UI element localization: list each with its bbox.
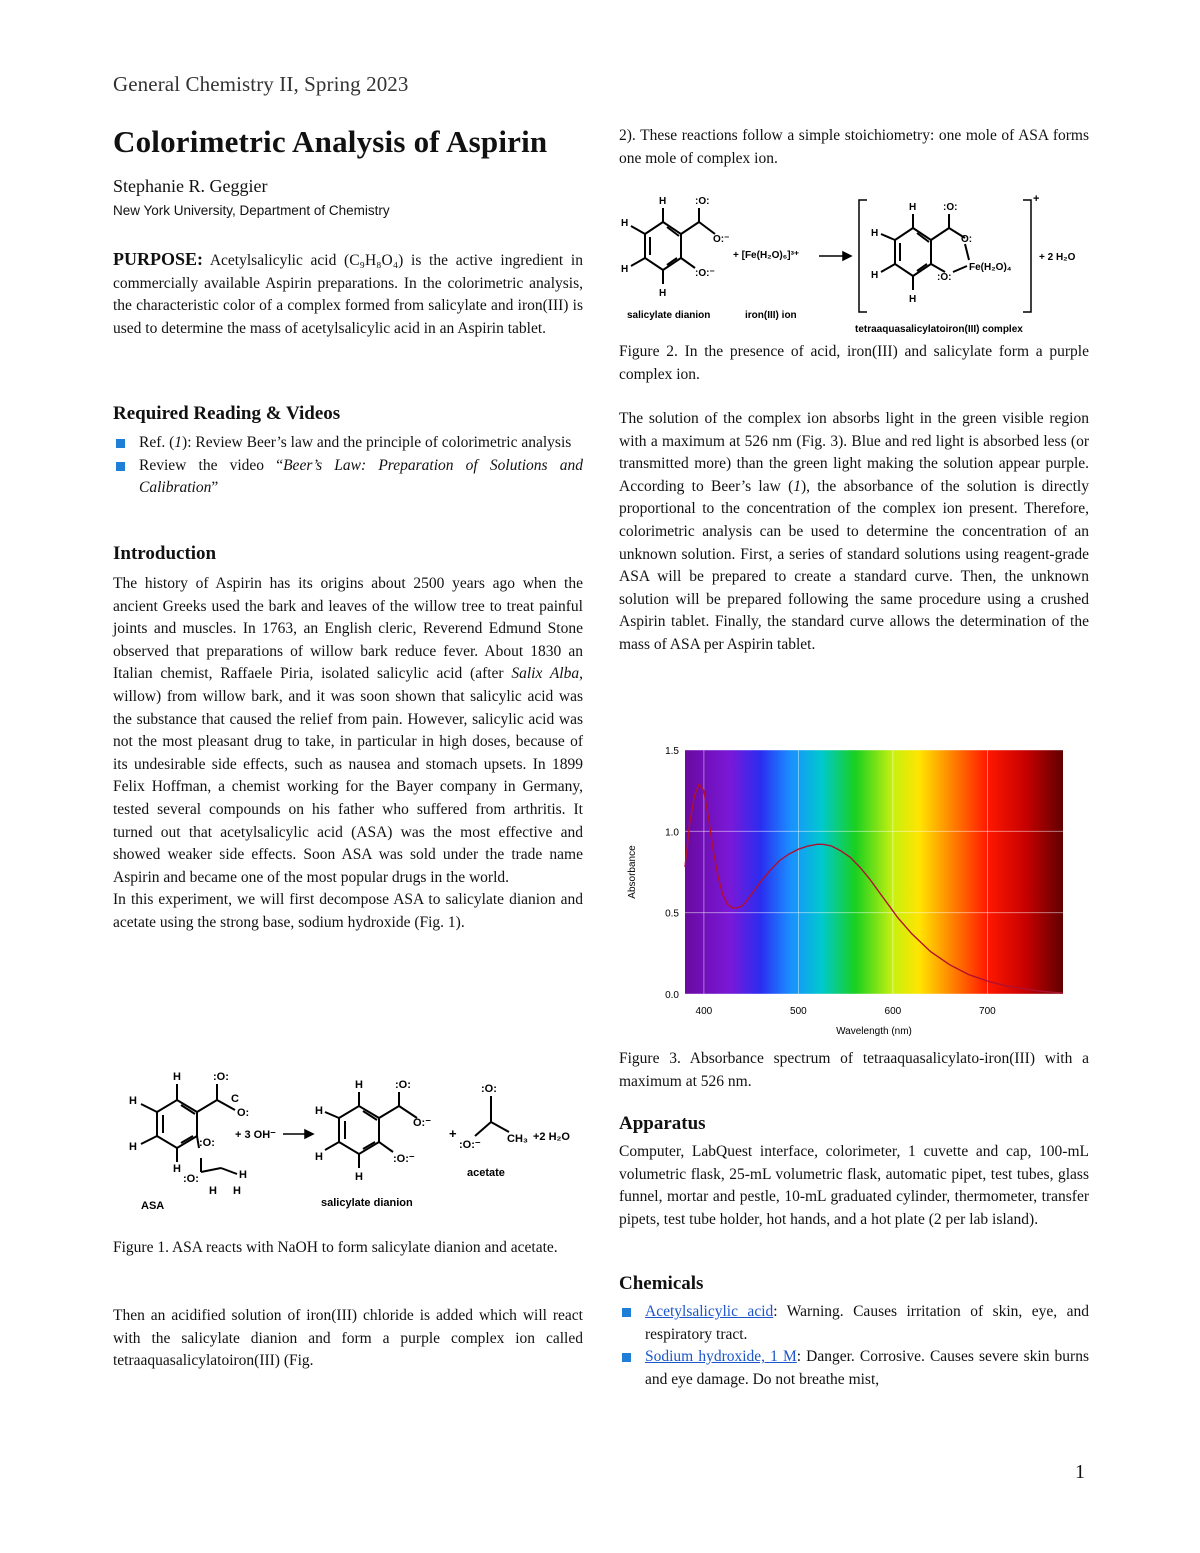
bullet-square-icon bbox=[622, 1353, 631, 1362]
page-number: 1 bbox=[1075, 1461, 1085, 1483]
svg-text:H: H bbox=[239, 1169, 247, 1181]
svg-text:H: H bbox=[233, 1185, 241, 1197]
introduction-heading: Introduction bbox=[113, 543, 217, 564]
reaction-arrow-icon bbox=[819, 252, 851, 260]
svg-text:H: H bbox=[871, 228, 879, 239]
svg-text:H: H bbox=[871, 270, 879, 281]
y-tick-label: 0.0 bbox=[665, 990, 679, 1001]
svg-text::O:: :O: bbox=[199, 1137, 215, 1149]
svg-text::O:⁻: :O:⁻ bbox=[695, 268, 715, 279]
svg-text:H: H bbox=[659, 196, 667, 207]
figure-1-reaction-scheme bbox=[113, 1066, 583, 1216]
svg-text::O:: :O: bbox=[183, 1173, 199, 1185]
svg-text::O:: :O: bbox=[213, 1071, 229, 1083]
figure-2-caption: Figure 2. In the presence of acid, iron(III) and salicylate form a purple complex ion. bbox=[619, 343, 1089, 383]
y-tick-label: 0.5 bbox=[665, 908, 679, 920]
bullet-square-icon bbox=[116, 462, 125, 471]
fe-group-label: Fe(H₂O)₄ bbox=[969, 262, 1012, 273]
bullet-square-icon bbox=[116, 439, 125, 448]
x-tick-label: 600 bbox=[884, 1006, 902, 1017]
asa-atoms bbox=[129, 1071, 249, 1197]
svg-text::O:: :O: bbox=[695, 196, 710, 207]
complex-label: tetraaquasalicylatoiron(III) complex bbox=[855, 324, 1023, 335]
svg-text::O:: :O: bbox=[481, 1083, 497, 1095]
x-axis-label: Wavelength (nm) bbox=[836, 1026, 912, 1037]
svg-text:H: H bbox=[621, 218, 629, 229]
svg-text:H: H bbox=[173, 1163, 181, 1175]
apparatus-paragraph: Computer, LabQuest interface, colorimeter, 1 cuvette and cap, 100-mL volumetric flask, 25-mL volumetric flask, automatic pipet, test tubes, glass funnel, mortar and pestle, 10-mL graduated cylinder, thermometer, transfer pipets, test tube holder, hot hands, and a hot plate (2 per lab island). bbox=[619, 1143, 1089, 1228]
author-affiliation: New York University, Department of Chemistry bbox=[113, 203, 390, 218]
y-axis-label: Absorbance bbox=[627, 845, 638, 899]
water-label: +2 H₂O bbox=[533, 1131, 570, 1143]
required-list bbox=[113, 432, 583, 500]
bullet-square-icon bbox=[622, 1308, 631, 1317]
acetylsalicylic-acid-link[interactable]: Acetylsalicylic acid bbox=[645, 1303, 774, 1320]
list-item: Review the video “Beer’s Law: Preparation of Solutions and Calibration” bbox=[113, 455, 583, 500]
reagent-label: + 3 OH⁻ bbox=[235, 1129, 276, 1141]
author-name: Stephanie R. Geggier bbox=[113, 176, 268, 196]
svg-text:O:: O: bbox=[961, 234, 973, 245]
purpose-paragraph bbox=[113, 248, 583, 340]
svg-text:H: H bbox=[355, 1171, 363, 1183]
svg-text:C: C bbox=[231, 1093, 239, 1105]
svg-text:O:⁻: O:⁻ bbox=[713, 234, 730, 245]
iron-chloride-paragraph: Then an acidified solution of iron(III) chloride is added which will react with the salicylate dianion and form a purple complex ion called tetraaquasalicylatoiron(III) (Fig. bbox=[113, 1307, 583, 1370]
stoichiometry-paragraph: 2). These reactions follow a simple stoichiometry: one mole of ASA forms one mole of complex ion. bbox=[619, 127, 1089, 167]
svg-text:H: H bbox=[909, 294, 917, 305]
acetate-label: acetate bbox=[467, 1167, 505, 1179]
list-item: Acetylsalicylic acid: Warning. Causes irritation of skin, eye, and respiratory tract. bbox=[619, 1301, 1089, 1346]
svg-text:H: H bbox=[315, 1151, 323, 1163]
figure-3-absorbance-chart bbox=[619, 740, 1069, 1040]
purpose-text: Acetylsalicylic acid (C₉H₈O₄) is the active ingredient in commercially available Aspirin preparations. In the colorimetric analysis, the characteristic color of a complex formed from salicylate and iron(III) is used to determine the mass of acetylsalicylic acid in an Aspirin tablet. bbox=[113, 252, 583, 337]
required-heading: Required Reading & Videos bbox=[113, 403, 341, 424]
svg-text::O:⁻: :O:⁻ bbox=[459, 1139, 481, 1151]
video-title: Beer’s Law: Preparation of Solutions and Calibration bbox=[139, 456, 584, 497]
svg-text::O:: :O: bbox=[395, 1079, 411, 1091]
svg-text:CH₃: CH₃ bbox=[507, 1133, 528, 1145]
asa-structure bbox=[141, 1084, 237, 1174]
purpose-label: PURPOSE: bbox=[113, 249, 203, 269]
apparatus-heading: Apparatus bbox=[619, 1113, 706, 1134]
asa-label: ASA bbox=[141, 1200, 165, 1212]
figure-1-caption: Figure 1. ASA reacts with NaOH to form salicylate dianion and acetate. bbox=[113, 1239, 558, 1256]
y-tick-label: 1.0 bbox=[665, 827, 679, 839]
introduction-paragraph: The history of Aspirin has its origins about 2500 years ago when the ancient Greeks used the bark and leaves of the willow tree to treat painful joints and muscles. In 1763, an English cleric, Reverend Edmund Stone observed that preparations of willow bark reduce fever. About 1830 an Italian chemist, Raffaele Piria, isolated salicylic acid (after Salix Alba, willow) from willow bark, and it was soon shown that salicylic acid was the substance that caused the relief from pain. However, salicylic acid was not the most pleasant drug to take, in particular in high doses, because of its undesirable side effects, such as nausea and stomach upsets. In 1899 Felix Hoffman, a chemist working for the Bayer company in Germany, tested several compounds on his father who suffered from arthritis. It turned out that acetylsalicylic acid (ASA) was the most effective and showed weaker side effects. Soon ASA was sold under the trade name Aspirin and became one of the most popular drugs in the world. bbox=[113, 575, 583, 886]
svg-text:H: H bbox=[315, 1105, 323, 1117]
svg-text:H: H bbox=[129, 1141, 137, 1153]
chemicals-heading: Chemicals bbox=[619, 1273, 704, 1294]
svg-text:H: H bbox=[209, 1185, 217, 1197]
species-name: Salix Alba bbox=[511, 665, 580, 683]
x-tick-label: 700 bbox=[979, 1006, 996, 1017]
svg-text:H: H bbox=[909, 202, 917, 213]
page-title: Colorimetric Analysis of Aspirin bbox=[113, 124, 548, 159]
x-tick-label: 500 bbox=[790, 1006, 807, 1017]
water-label: + 2 H₂O bbox=[1039, 252, 1076, 263]
solution-paragraph: The solution of the complex ion absorbs light in the green visible region with a maximum at 526 nm (Fig. 3). Blue and red light is absorbed less (or transmitted more) than the green light making the solution appear purple. According to Beer’s law (1), the absorbance of the solution is directly proportional to the concentration of the complex ion present. Therefore, colorimetric analysis can be used to determine the concentration of an unknown solution. First, a series of standard solutions using reagent-grade ASA will be prepared to create a standard curve. Then, the unknown solution will be prepared following the same procedure using a crushed Aspirin tablet. Finally, the standard curve allows the determination of the mass of ASA per Aspirin tablet. bbox=[619, 410, 1089, 653]
list-item: Sodium hydroxide, 1 M: Danger. Corrosive. Causes severe skin burns and eye damage. Do not breathe mist, bbox=[619, 1346, 1089, 1391]
plus-sign: + bbox=[449, 1126, 457, 1141]
chemicals-list bbox=[619, 1301, 1089, 1391]
spectrum-background bbox=[685, 750, 1063, 994]
figure-2-reaction-scheme bbox=[619, 188, 1089, 338]
svg-text:H: H bbox=[129, 1095, 137, 1107]
acetate-structure bbox=[475, 1096, 509, 1136]
svg-text::O:⁻: :O:⁻ bbox=[393, 1153, 415, 1165]
svg-text:O:: O: bbox=[237, 1107, 250, 1119]
salicylate-label: salicylate dianion bbox=[627, 310, 711, 321]
introduction-body bbox=[113, 573, 583, 935]
reaction-arrow-icon bbox=[283, 1130, 313, 1138]
svg-text:H: H bbox=[659, 288, 667, 299]
svg-text::O:: :O: bbox=[937, 272, 952, 283]
y-tick-label: 1.5 bbox=[665, 746, 679, 757]
svg-text:H: H bbox=[173, 1071, 181, 1083]
reference-number: 1 bbox=[793, 477, 801, 495]
iron-label: iron(III) ion bbox=[745, 310, 797, 321]
course-header: General Chemistry II, Spring 2023 bbox=[113, 72, 409, 96]
svg-text:H: H bbox=[621, 264, 629, 275]
svg-text::O:: :O: bbox=[943, 202, 958, 213]
complex-charge: + bbox=[1033, 193, 1040, 205]
reference-number: 1 bbox=[174, 434, 183, 451]
complex-structure bbox=[881, 214, 969, 290]
list-item: Ref. (1): Review Beer’s law and the principle of colorimetric analysis bbox=[113, 432, 583, 455]
svg-text:H: H bbox=[355, 1079, 363, 1091]
iron-reagent-label: + [Fe(H₂O)₆]³⁺ bbox=[733, 250, 800, 261]
x-tick-label: 400 bbox=[695, 1006, 713, 1017]
sodium-hydroxide-link[interactable]: Sodium hydroxide, 1 M bbox=[645, 1348, 797, 1366]
introduction-paragraph-2: In this experiment, we will first decompose ASA to salicylate dianion and acetate using the strong base, sodium hydroxide (Fig. 1). bbox=[113, 891, 583, 931]
complex-brackets bbox=[859, 200, 1031, 312]
svg-text:O:⁻: O:⁻ bbox=[413, 1117, 432, 1129]
figure-3-caption: Figure 3. Absorbance spectrum of tetraaquasalicylato-iron(III) with a maximum at 526 nm. bbox=[619, 1050, 1089, 1090]
salicylate-label: salicylate dianion bbox=[321, 1197, 413, 1209]
